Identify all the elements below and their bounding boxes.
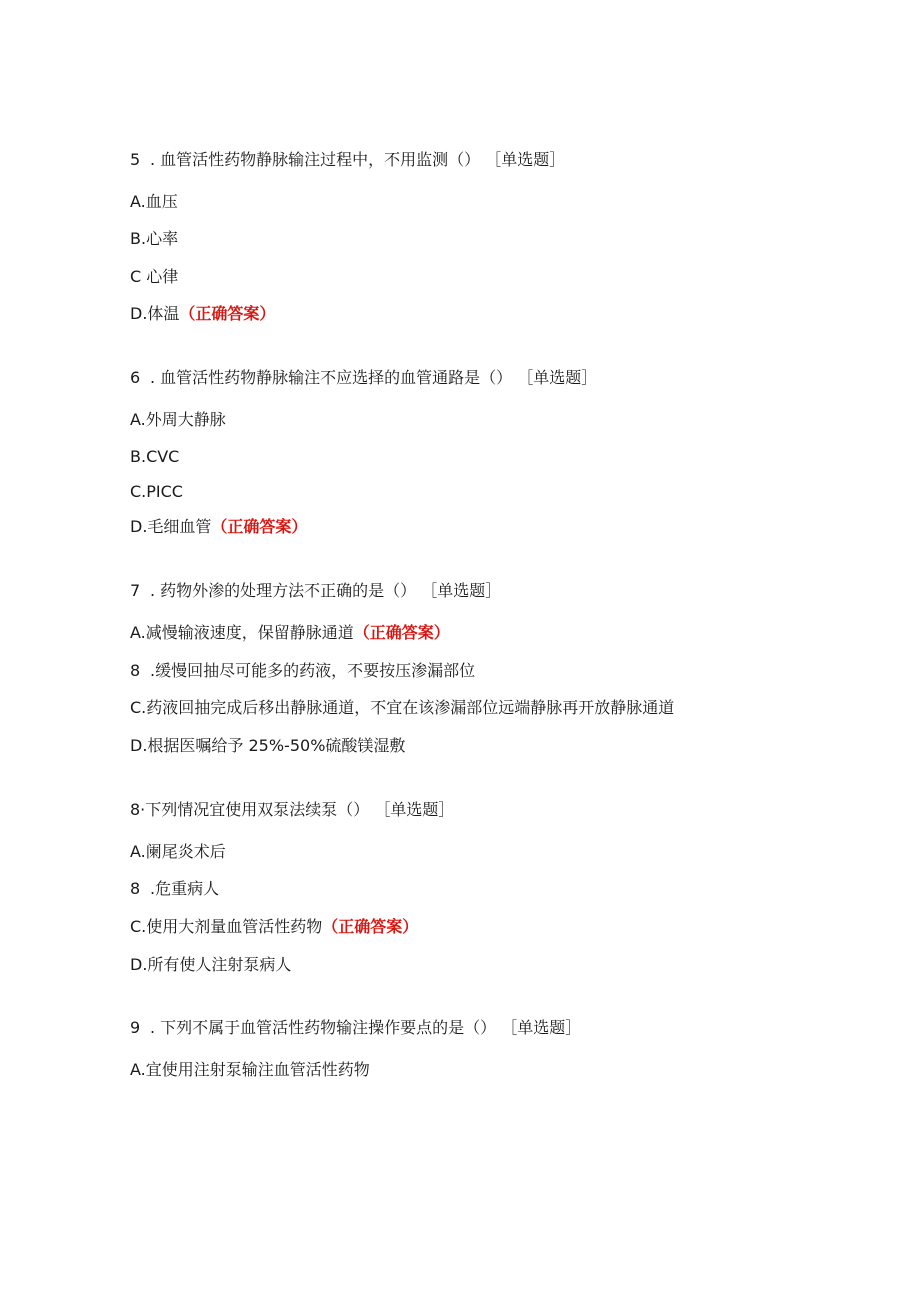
option-prefix: B. [130,447,147,466]
question-5-stem [130,149,565,171]
option-prefix: A. [130,1060,146,1079]
question-number: 7 [130,581,141,600]
question-number: 9 [130,1018,141,1037]
correct-answer-marker: （正确答案） [353,623,450,642]
question-9-option-a[interactable] [130,1059,370,1081]
question-text: . 血管活性药物静脉输注过程中，不用监测（） ［单选题］ [150,150,566,169]
question-number: 5 [130,150,141,169]
question-6-option-c[interactable] [130,481,183,503]
option-text: 体温 [147,304,180,323]
option-prefix: C [130,267,147,286]
option-prefix: A. [130,410,146,429]
question-6-option-a[interactable] [130,409,226,431]
option-text: 外周大静脉 [145,410,226,429]
option-text: 心律 [146,267,179,286]
option-text: 减慢输液速度，保留静脉通道 [145,623,354,642]
question-7-option-b[interactable] [130,660,475,682]
question-7-stem [130,580,501,602]
question-text: . 药物外渗的处理方法不正确的是（） ［单选题］ [150,581,502,600]
option-prefix: C. [130,917,147,936]
option-text: 血压 [145,192,178,211]
option-text: .缓慢回抽尽可能多的药液，不要按压渗漏部位 [150,661,476,680]
option-prefix: C. [130,482,147,501]
question-5-option-a[interactable] [130,191,178,213]
question-8-option-a[interactable] [130,841,226,863]
question-5-option-d[interactable] [130,303,275,325]
correct-answer-marker: （正确答案） [322,917,419,936]
question-7-option-c[interactable] [130,697,674,719]
option-text: 所有使人注射泵病人 [147,955,292,974]
option-text: 使用大剂量血管活性药物 [146,917,323,936]
option-prefix: B. [130,229,147,248]
option-prefix: D. [130,955,148,974]
option-text: CVC [146,447,180,466]
option-prefix: A. [130,192,146,211]
question-number: 8· [130,800,146,819]
question-6-stem [130,367,597,389]
option-prefix: A. [130,623,146,642]
option-text: .危重病人 [150,879,220,898]
option-text: 根据医嘱给予 25%-50%硫酸镁湿敷 [147,736,406,755]
question-5-option-b[interactable] [130,228,178,250]
option-prefix: D. [130,736,148,755]
question-9-stem [130,1017,581,1039]
question-7-option-d[interactable] [130,735,405,757]
question-6-option-d[interactable] [130,516,307,538]
question-text: . 下列不属于血管活性药物输注操作要点的是（） ［单选题］ [150,1018,582,1037]
question-8-option-c[interactable] [130,916,418,938]
correct-answer-marker: （正确答案） [211,517,308,536]
correct-answer-marker: （正确答案） [179,304,276,323]
question-6-option-b[interactable] [130,446,179,468]
option-text: 药液回抽完成后移出静脉通道，不宜在该渗漏部位远端静脉再开放静脉通道 [146,698,675,717]
question-8-stem [130,799,454,821]
option-prefix: D. [130,304,148,323]
question-5-option-c[interactable] [130,266,178,288]
option-text: PICC [146,482,183,501]
question-text: 下列情况宜使用双泵法续泵（） ［单选题］ [145,800,455,819]
question-8-option-d[interactable] [130,954,291,976]
question-8-option-b[interactable] [130,878,219,900]
question-7-option-a[interactable] [130,622,450,644]
option-prefix: A. [130,842,146,861]
option-prefix: 8 [130,661,141,680]
question-number: 6 [130,368,141,387]
option-prefix: D. [130,517,148,536]
question-text: . 血管活性药物静脉输注不应选择的血管通路是（） ［单选题］ [150,368,598,387]
option-text: 心率 [146,229,179,248]
option-prefix: C. [130,698,147,717]
option-text: 阑尾炎术后 [145,842,226,861]
option-text: 宜使用注射泵输注血管活性药物 [145,1060,370,1079]
option-text: 毛细血管 [147,517,212,536]
option-prefix: 8 [130,879,141,898]
